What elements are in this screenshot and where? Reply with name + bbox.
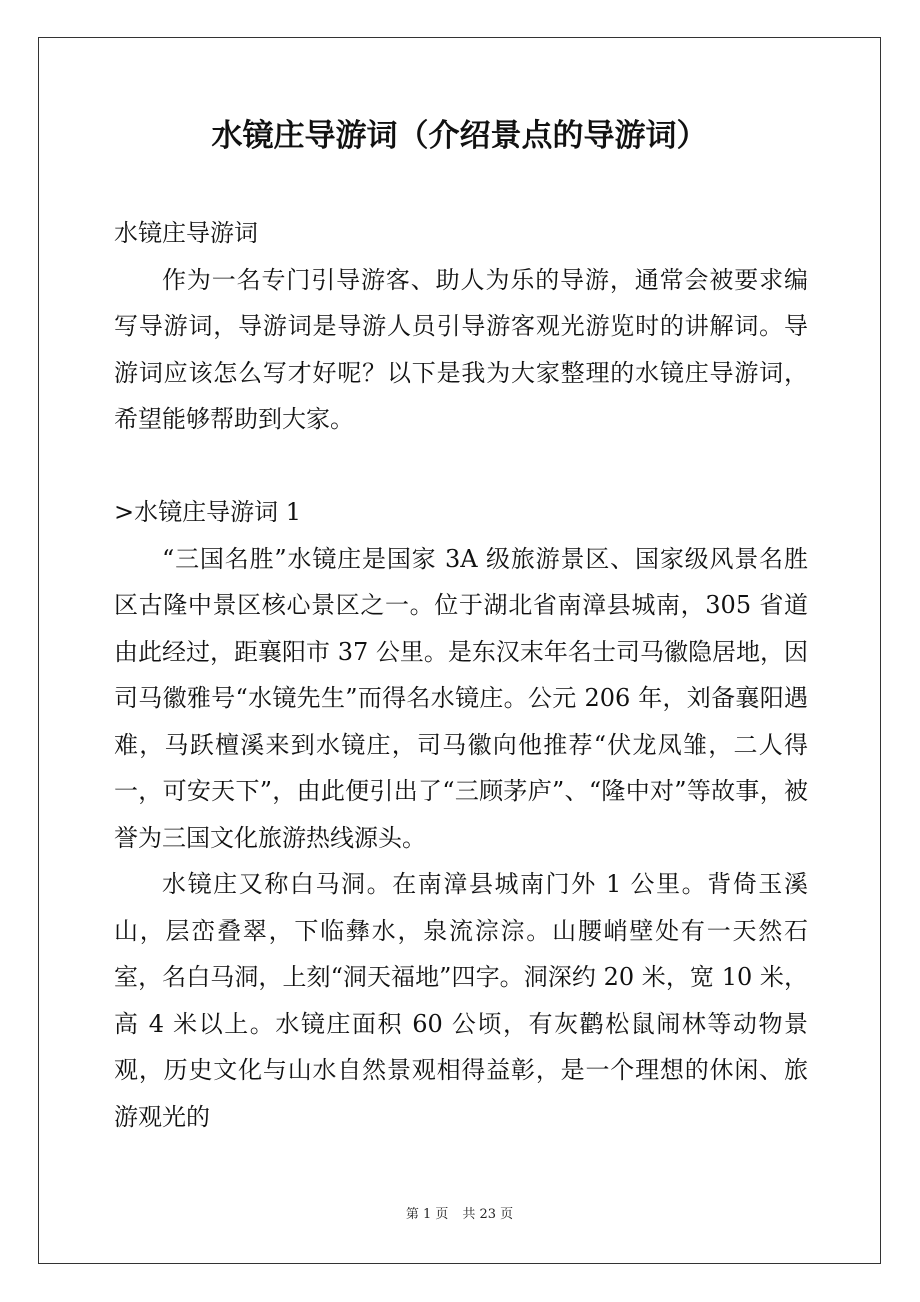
body-paragraph-1: “三国名胜”水镜庄是国家 3A 级旅游景区、国家级风景名胜区古隆中景区核心景区之一。位于湖北省南漳县城南，305 省道由此经过，距襄阳市 37 公里。是东汉末年名士司马徽隐居地，因司马徽雅号“水镜先生”而得名水镜庄。公元 206 年，刘备襄阳遇难，马跃檀溪来到水镜庄，司马徽向他推荐“伏龙凤雏，二人得一，可安天下”，由此便引出了“三顾茅庐”、“隆中对”等故事，被誉为三国文化旅游热线源头。 [114, 544, 808, 852]
page-total: 共 23 页 [462, 1207, 514, 1222]
document-title: 水镜庄导游词（介绍景点的导游词） [211, 118, 708, 154]
document-body [114, 210, 808, 1140]
section-heading: >水镜庄导游词 1 [114, 498, 302, 526]
body-paragraph-2: 水镜庄又称白马洞。在南漳县城南门外 1 公里。背倚玉溪山，层峦叠翠，下临彝水，泉流淙淙。山腰峭壁处有一天然石室，名白马洞，上刻“洞天福地”四字。洞深约 20 米，宽 10 米，高 4 米以上。水镜庄面积 60 公顷，有灰鹳松鼠闹林等动物景观，历史文化与山水自然景观相得益彰，是一个理想的休闲、旅游观光的 [114, 870, 808, 1131]
page-footer [38, 1205, 881, 1225]
intro-paragraph: 作为一名专门引导游客、助人为乐的导游，通常会被要求编写导游词，导游词是导游人员引导游客观光游览时的讲解词。导游词应该怎么写才好呢？以下是我为大家整理的水镜庄导游词，希望能够帮助到大家。 [114, 265, 808, 433]
intro-heading: 水镜庄导游词 [114, 219, 258, 247]
page-number: 第 1 页 [405, 1207, 449, 1222]
paragraph-spacer [114, 443, 808, 490]
